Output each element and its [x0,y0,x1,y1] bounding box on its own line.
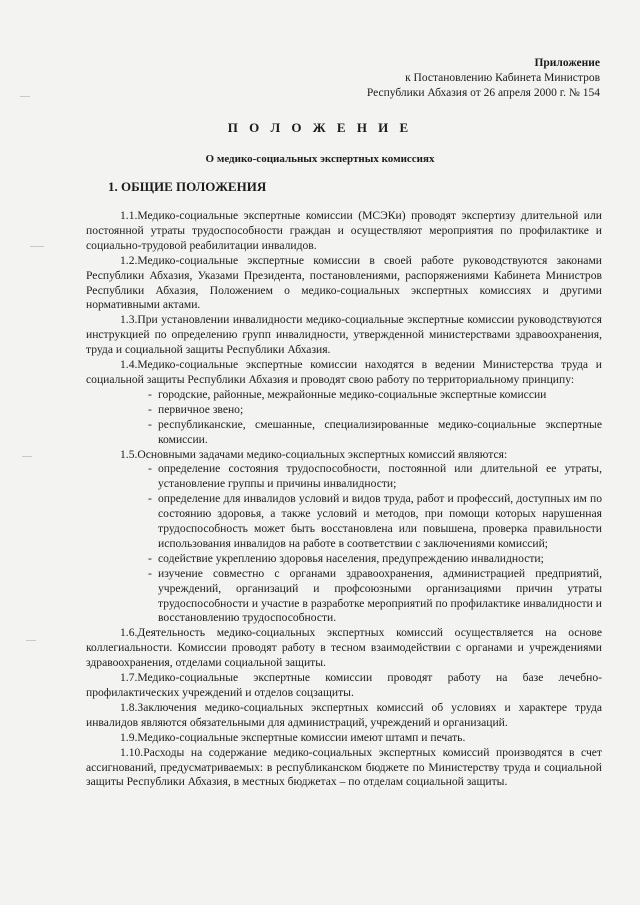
appendix-line: Республики Абхазия от 26 апреля 2000 г. № 154 [366,87,600,99]
document-body [86,209,602,790]
section-title: 1. ОБЩИЕ ПОЛОЖЕНИЯ [108,179,267,194]
bullet-list [86,388,602,448]
document-subtitle: О медико-социальных экспертных комиссиях [205,153,435,165]
list-item: - первичное звено; [158,403,602,418]
paragraph: 1.2.Медико-социальные экспертные комиссии в своей работе руководствуются законами Республики Абхазия, Указами Президента, постановлениями, распоряжениями Кабинета Министров Республики Абхазия, Положением о медико-социальных экспертных комиссиях и другими нормативными актами. [86,253,602,312]
paragraph: 1.3.При установлении инвалидности медико-социальные экспертные комиссии руководствуются инструкцией по определению групп инвалидности, утвержденной министерствами здравоохранения, труда и социальной защиты Республики Абхазия. [86,313,602,357]
appendix-block [367,56,600,101]
list-item: - содействие укреплению здоровья населения, предупреждению инвалидности; [158,552,602,567]
scan-mark [30,246,44,247]
document-title: П О Л О Ж Е Н И Е [227,120,413,135]
list-item: - определение для инвалидов условий и видов труда, работ и профессий, доступных им по состоянию здоровья, а также условий и методов, при помощи которых нарушенная трудоспособность может быть восстановлена или повышена, проверка правильности использования инвалидов на работе в соответствии с заключениями комиссий; [158,492,602,552]
paragraph: 1.5.Основными задачами медико-социальных экспертных комиссий являются: [120,447,508,461]
paragraph: 1.6.Деятельность медико-социальных экспертных комиссий осуществляется на основе коллегиальности. Комиссии проводят работу в тесном взаимодействии с органами и учреждениями здравоохранения, отделами социальной защиты. [86,626,602,670]
list-item: - республиканские, смешанные, специализированные медико-социальные экспертные комиссии. [158,418,602,448]
bullet-list [86,462,602,626]
list-item: - определение состояния трудоспособности, постоянной или длительной ее утраты, установление группы и причины инвалидности; [158,462,602,492]
scan-mark [26,640,36,641]
list-item: - изучение совместно с органами здравоохранения, администрацией предприятий, учреждений, организаций и профсоюзными организациями причин утраты трудоспособности и участие в разработке мероприятий по профилактике инвалидности и восстановлению трудоспособности. [158,567,602,627]
paragraph: 1.9.Медико-социальные экспертные комиссии имеют штамп и печать. [120,730,466,744]
scan-mark [20,96,30,97]
paragraph: 1.10.Расходы на содержание медико-социальных экспертных комиссий производятся в счет ассигнований, предусматриваемых: в республиканском бюджете по Министерству труда и социальной защиты Республики Абхазия, в местных бюджетах – по отделам социальной защиты. [86,745,602,789]
paragraph: 1.1.Медико-социальные экспертные комиссии (МСЭКи) проводят экспертизу длительной или постоянной утраты трудоспособности граждан и осуществляют мероприятия по профилактике и социально-трудовой реабилитации инвалидов. [86,209,602,252]
appendix-line: к Постановлению Кабинета Министров [405,72,600,84]
paragraph: 1.8.Заключения медико-социальных экспертных комиссий об условиях и характере труда инвалидов являются обязательными для администраций, учреждений и организаций. [86,700,602,729]
list-item: - городские, районные, межрайонные медико-социальные экспертные комиссии [158,388,602,403]
paragraph: 1.7.Медико-социальные экспертные комиссии проводят работу на базе лечебно-профилактических учреждений и отделов соцзащиты. [86,671,602,699]
appendix-title: Приложение [534,57,600,69]
scan-mark [22,456,32,457]
paragraph: 1.4.Медико-социальные экспертные комиссии находятся в ведении Министерства труда и социальной защиты Республики Абхазия и проводят свою работу по территориальному принципу: [86,358,602,386]
